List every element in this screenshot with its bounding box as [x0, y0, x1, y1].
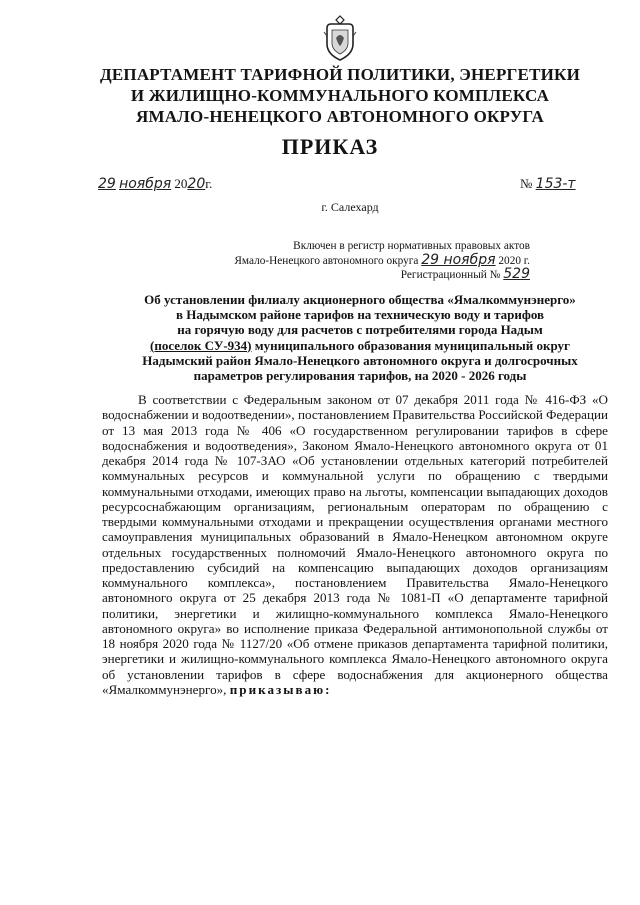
- order-number: [520, 176, 576, 192]
- date-suffix: г.: [205, 176, 213, 191]
- department-line-2: И ЖИЛИЩНО-КОММУНАЛЬНОГО КОМПЛЕКСА: [130, 86, 550, 105]
- subject-settlement: (поселок СУ-934): [150, 337, 252, 353]
- registry-date: 29 ноября: [421, 251, 496, 268]
- date-month: ноября: [119, 176, 172, 192]
- city: г. Салехард: [321, 200, 379, 214]
- subject-line-4-rest: муниципального образования муниципальный округ: [251, 337, 570, 353]
- registry-line-3: [200, 268, 530, 283]
- department-line-3: ЯМАЛО-НЕНЕЦКОГО АВТОНОМНОГО ОКРУГА: [135, 107, 545, 126]
- subject-line-3: на горячую воду для расчетов с потребителями города Надым: [177, 322, 543, 338]
- department-line-1: ДЕПАРТАМЕНТ ТАРИФНОЙ ПОЛИТИКИ, ЭНЕРГЕТИКИ: [99, 65, 581, 84]
- registry-line-1: Включен в регистр нормативных правовых актов: [293, 240, 530, 252]
- preamble-paragraph: [102, 392, 608, 697]
- date-year-prefix: 20: [174, 176, 188, 191]
- subject-line-6: параметров регулирования тарифов, на 2020 - 2026 годы: [193, 368, 527, 384]
- subject-line-2: в Надымском районе тарифов на техническую воду и тарифов: [175, 307, 545, 323]
- subject-line-1: Об установлении филиалу акционерного общества «Ямалкоммунэнерго»: [144, 292, 576, 307]
- subject-line-4: [100, 338, 620, 353]
- document-type: ПРИКАЗ: [281, 134, 379, 159]
- number-value: 153-т: [535, 176, 576, 192]
- date-day: 29: [98, 176, 116, 192]
- order-date: [98, 176, 212, 192]
- registry-line-2: [200, 251, 530, 269]
- preamble-text: В соответствии с Федеральным законом от 07 декабря 2011 года № 416-ФЗ «О водоснабжении и водоотведении», постановлением Правительства Российской Федерации от 13 мая 2013 года № 406 «О государственном регулировании тарифов в сфере водоснабжения и водоотведения», Законом Ямало-Ненецкого автономного округа от 01 декабря 2014 года № 107-ЗАО «Об установлении отдельных категорий потребителей коммунальных ресурсов и коммунальной услуги по обращению с твердыми коммунальными отходами, имеющих право на льготы, компенсации выпадающих доходов ресурсоснабжающим организациям, региональным операторам по обращению с твердыми коммунальными отходами и прекращении осуществления органами местного самоуправления муниципальных образований в Ямало-Ненецком автономном округе отдельных государственных полномочий Ямало-Ненецкого автономного округа по предоставлению субсидий на компенсацию выпадающих доходов организациям коммунального комплекса», постановлением Правительства Ямало-Ненецкого автономного округа от 25 декабря 2013 года № 1081-П «О департаменте тарифной политики, энергетики и жилищно-коммунального комплекса Ямало-Ненецкого автономного округа» во исполнение приказа Федеральной антимонопольной службы от 18 ноября 2020 года № 1127/20 «Об отмене приказов департамента тарифной политики, энергетики и жилищно-коммунального комплекса Ямало-Ненецкого автономного округа об установлении тарифов в сфере водоснабжения для акционерного общества «Ямалкоммунэнерго»,: [102, 392, 608, 697]
- registry-region: Ямало-Ненецкого автономного округа: [234, 254, 419, 267]
- order-word: приказываю:: [229, 681, 332, 697]
- registry-stamp: [200, 240, 530, 283]
- registry-number-label: Регистрационный №: [400, 269, 501, 281]
- order-subject: [100, 292, 620, 383]
- department-header: [60, 64, 620, 127]
- registry-number: 529: [503, 266, 530, 282]
- coat-of-arms-emblem: [322, 14, 358, 62]
- number-label: №: [520, 176, 533, 191]
- date-year-suffix: 20: [187, 176, 206, 192]
- registry-year: 2020 г.: [498, 254, 530, 267]
- subject-line-5: Надымский район Ямало-Ненецкого автономного округа и долгосрочных: [142, 352, 578, 368]
